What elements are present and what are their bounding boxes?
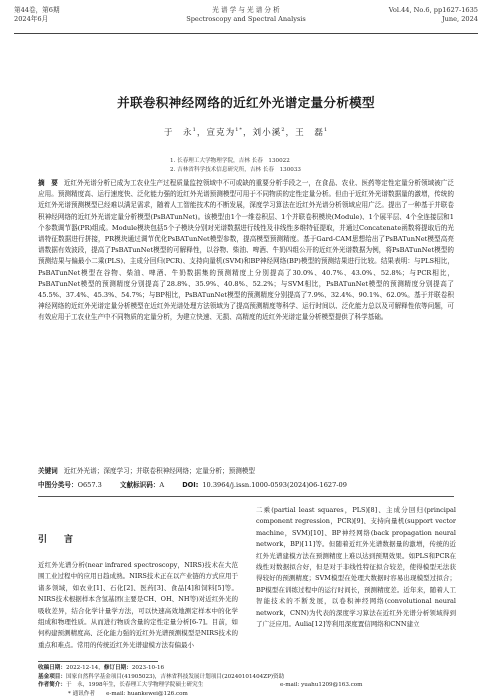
doc-code-label: 文献标识码：	[119, 481, 160, 489]
footnote-rule	[38, 661, 158, 662]
corresponding-email: e-mail: huankewei@126.com	[106, 690, 188, 697]
author-name: 刘小溪	[252, 128, 282, 138]
keywords-text: 近红外光谱；深度学习；并联卷积神经网络；定量分析；预测模型	[63, 467, 255, 475]
paper-title: 并联卷积神经网络的近红外光谱定量分析模型	[117, 95, 375, 110]
bio-email: e-mail: yuahu1209@163.com	[280, 682, 363, 689]
author-sep: ，	[196, 128, 207, 138]
volume-en: Vol.44, No.6, pp1627-1635	[388, 6, 478, 14]
classification-line	[38, 480, 454, 491]
affiliation-item: 2. 吉林省科学技术信息研究所，吉林 长春 130033	[170, 167, 301, 173]
doi-value: 10.3964/j.issn.1000-0593(2024)06-1627-09	[202, 481, 347, 489]
dates-line	[38, 664, 454, 673]
received-date: 2022-12-14，	[65, 665, 104, 671]
body-column-left: 近红外光谱分析(near infrared spectroscopy，NIRS)技术在大范围工业过程中的应用日趋成熟。NIRS技术正在以产业链的方式应用于诸多领域，如农业[1]、石化[2]、医药[3]、食品[4]和饲料[5]等。NIRS技术根据样本含氢基团(主要是CH、OH、NH等)对近红外光的吸收差异，结合化学计量学方法，可以快速高效地测定样本中的化学组成和物理性质。从而进行物质含量的定性定量分析[6-7]。目前，如何构建预测精度高、泛化能力强的近红外光谱预测模型是NIRS技术的重点和难点。常用的传统近红外光谱建模方法有偏最小	[38, 561, 238, 649]
intro-heading: 引 言	[38, 535, 78, 545]
header-rule	[14, 33, 478, 34]
footnotes	[38, 664, 454, 698]
author-name: 于 永	[163, 128, 193, 138]
fund-line	[38, 673, 454, 682]
volume-cn: 第44卷，第6期	[14, 6, 60, 14]
body-column-right: 二乘(partial least squares，PLS)[8]、主成分回归(principal component regression，PCR)[9]、支持向量机(support vector machine，SVM)[10]、BP神经网络(back propagation neural network，BP)[11]等。但随着近红外光谱数据量的激增，传统的近红外光谱建模方法在预测精度上难以达到预期效果。如PLS和PCR在线性对数据拟合好，但是对于非线性特征拟合较差，使得模型无法获得较好的预测精度；SVM模型在处理大数据时容易出现模型过拟合；BP模型在训练过程中的运行时间长，预测精度差。近年来，随着人工智能技术的不断发展，以卷积神经网络(convolutional neural network，CNN)为代表的深度学习算法在近红外光谱分析领域得到了广泛应用。Aulia[12]等利用深度置信网络和CNN建立	[256, 506, 456, 629]
doi-label: DOI:	[182, 481, 199, 489]
corresponding-label: * 通讯作者	[68, 690, 95, 697]
corresponding-line	[38, 690, 454, 699]
abstract	[38, 178, 454, 324]
section-divider	[38, 496, 454, 497]
header-right	[389, 6, 478, 24]
clc-number: O657.3	[77, 481, 102, 489]
author-affil-mark: 1*	[235, 127, 243, 134]
date-en: June, 2024	[441, 15, 478, 23]
keywords	[38, 466, 454, 477]
affiliation-item: 1. 长春理工大学物理学院，吉林 长春 130022	[170, 158, 290, 164]
clc-label: 中图分类号：	[38, 481, 78, 489]
date-cn: 2024年6月	[14, 15, 49, 23]
author-affil-mark: 2	[281, 127, 286, 134]
abstract-label: 摘 要	[38, 179, 58, 187]
bio-label: 作者简介：	[38, 682, 66, 689]
author-affil-mark: 1	[192, 127, 197, 134]
revised-date: 2023-10-16	[131, 665, 165, 671]
running-header	[14, 6, 478, 34]
keywords-label: 关键词	[38, 467, 58, 475]
author-list	[0, 126, 492, 138]
bio-text: 于 永，1998年生，长春理工大学物理学院硕士研究生	[65, 682, 204, 689]
abstract-text: 近红外光谱分析已成为工农业生产过程质量监控领域中不可或缺的重要分析手段之一，在食品、农业、医药等定性定量分析领域被广泛应用。预测精度高、运行速度快、泛化能力强的近红外光谱预测模型可用于不同物质的定性定量分析。但由于近红外光谱数据量的激增，传统的近红外光谱预测模型已经难以满足需求，随着人工智能技术的不断发展，深度学习算法在近红外光谱分析领域应用广泛。提出了一种基于并联卷积神经网络的近红外光谱定量分析模型(PsBATunNet)。该模型由1个一维卷积层、1个并联卷积模块(Module)、1个展平层、4个全连接层和1个参数调节器(PR)组成。Module模块包括5个子模块分别对光谱数据进行线性及非线性多维特征提取，并通过Concatenate函数将提取后的光谱特征数据进行拼接，PR模块通过调节优化PsBATunNet模型参数，提高模型预测精度。基于Gard-CAM思想给出了PsBATunNet模型高亮谱数据有效波段，提高了PsBATunNet模型的可解释性，以谷物、柴油、啤酒、牛奶四组公开的近红外光谱数据为例，将PsBATunNet模型的预测结果与偏最小二乘(PLS)、主成分回归(PCR)、支持向量机(SVM)和BP神经网络(BP)模型的预测结果进行比较。结果表明：与PLS相比，PsBATunNet模型在谷物、柴油、啤酒、牛奶数据集的预测精度上分别提高了30.0%、40.7%、43.0%、52.8%；与PCR相比，PsBATunNet模型的预测精度分别提高了28.8%、35.9%、40.8%、52.2%；与SVM相比，PsBATunNet模型的预测精度分别提高了45.5%、37.4%、45.3%、54.7%；与BP相比，PsBATunNet模型的预测精度分别提高了7.9%、32.4%、90.1%、62.0%。基于并联卷积神经网络的近红外光谱定量分析模型在近红外光谱处理方法领域为了提高预测精度等科学、运行时间以、泛化能力总以及可解释性依等问题，可有效应用于工农业生产中不同物质的定量分析，为建立快速、无损、高精度的近红外光谱定量分析模型提供了科学基础。	[38, 179, 455, 322]
fund-text: 国家自然科学基金项目(41905023)，吉林省科技发展计划项目(20240101404ZP)资助	[65, 673, 285, 680]
journal-name-en: Spectroscopy and Spectral Analysis	[186, 15, 306, 23]
doc-code: A	[159, 481, 165, 489]
author-name: 王 磊	[295, 128, 324, 138]
author-name: 宣克为	[206, 128, 236, 138]
bio-line	[38, 681, 454, 690]
revised-label: 修订日期：	[103, 665, 132, 671]
author-sep: ，	[285, 128, 296, 138]
received-label: 收稿日期：	[38, 665, 66, 671]
author-affil-mark: 1	[323, 127, 329, 134]
journal-name-cn: 光 谱 学 与 光 谱 分 析	[212, 6, 280, 14]
author-sep: ，	[242, 128, 253, 138]
fund-label: 基金项目：	[38, 673, 66, 680]
affiliations	[170, 157, 301, 175]
